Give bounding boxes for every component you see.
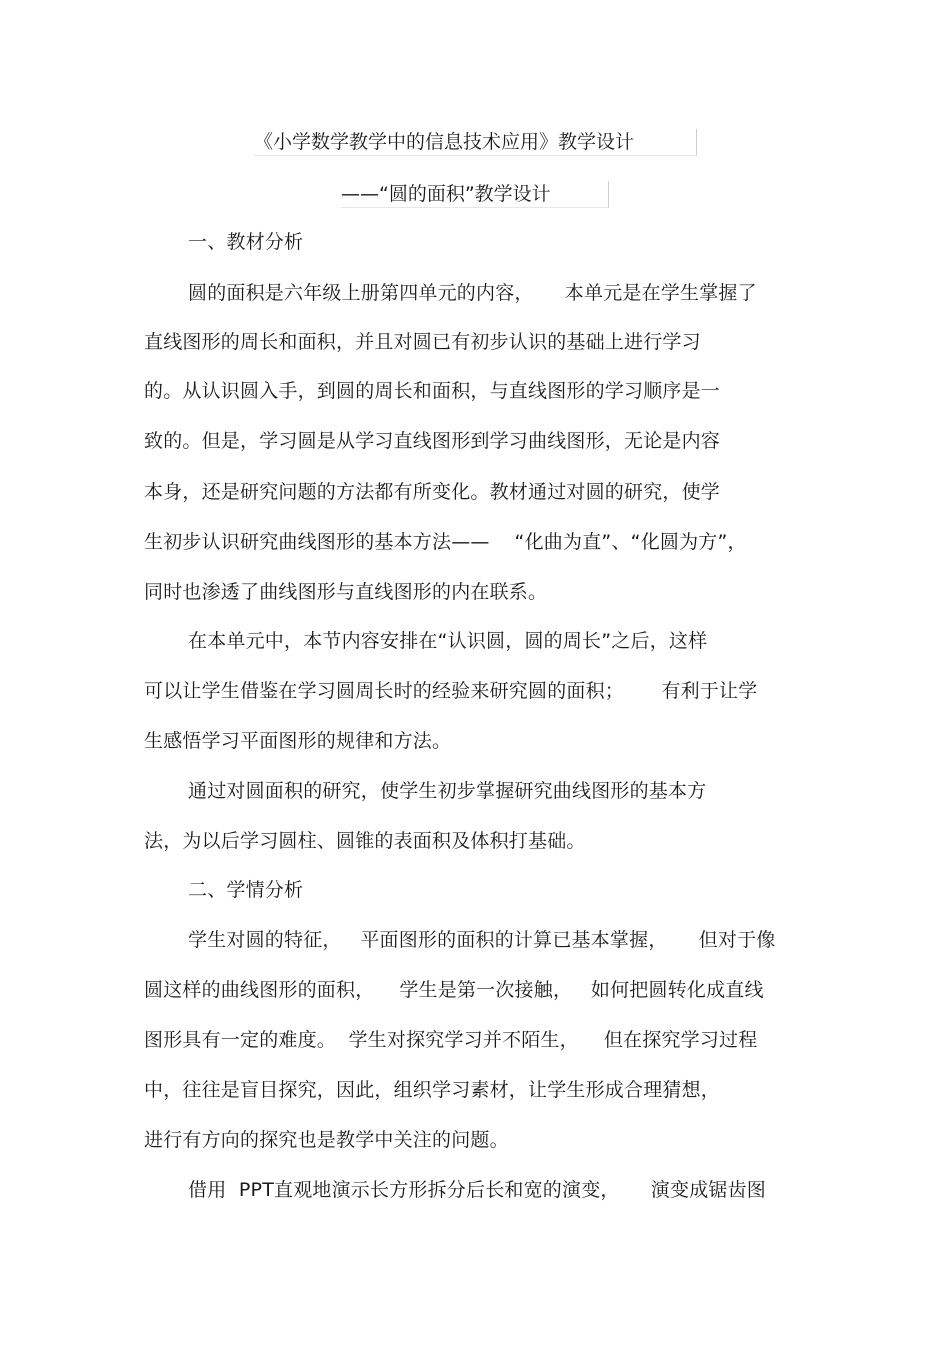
document-title: 《小学数学教学中的信息技术应用》教学设计 <box>254 129 697 156</box>
document-subtitle: ——“圆的面积”教学设计 <box>341 181 609 208</box>
paragraph-line: 生感悟学习平面图形的规律和方法。 <box>144 730 452 752</box>
paragraph-line: 学生对圆的特征， 平面图形的面积的计算已基本掌握， 但对于像 <box>188 929 776 951</box>
paragraph-line: 可以让学生借鉴在学习圆周长时的经验来研究圆的面积； 有利于让学 <box>144 680 758 702</box>
paragraph-line: 法，为以后学习圆柱、圆锥的表面积及体积打基础。 <box>144 830 586 852</box>
paragraph-line: 图形具有一定的难度。 学生对探究学习并不陌生， 但在探究学习过程 <box>144 1029 758 1051</box>
paragraph-line: 通过对圆面积的研究，使学生初步掌握研究曲线图形的基本方 <box>188 780 707 802</box>
section-heading-learner-analysis: 二、学情分析 <box>188 879 304 901</box>
paragraph-line: 同时也渗透了曲线图形与直线图形的内在联系。 <box>144 581 548 603</box>
paragraph-line: 本身，还是研究问题的方法都有所变化。教材通过对圆的研究，使学 <box>144 481 721 503</box>
paragraph-line: 在本单元中，本节内容安排在“认识圆，圆的周长”之后，这样 <box>188 630 708 652</box>
paragraph-line: 的。从认识圆入手，到圆的周长和面积，与直线图形的学习顺序是一 <box>144 380 721 402</box>
paragraph-line: 圆这样的曲线图形的面积， 学生是第一次接触， 如何把圆转化成直线 <box>144 979 764 1001</box>
paragraph-line: 致的。但是，学习圆是从学习直线图形到学习曲线图形，无论是内容 <box>144 430 721 452</box>
paragraph-line: 直线图形的周长和面积，并且对圆已有初步认识的基础上进行学习 <box>144 331 701 353</box>
paragraph-line: 借用 PPT直观地演示长方形拆分后长和宽的演变， 演变成锯齿图 <box>188 1179 766 1201</box>
section-heading-textbook-analysis: 一、教材分析 <box>188 231 304 253</box>
paragraph-line: 中，往往是盲目探究，因此，组织学习素材，让学生形成合理猜想， <box>144 1079 721 1101</box>
paragraph-line: 圆的面积是六年级上册第四单元的内容， 本单元是在学生掌握了 <box>188 282 757 304</box>
paragraph-line: 生初步认识研究曲线图形的基本方法—— “化曲为直”、“化圆为方”， <box>144 531 747 553</box>
paragraph-line: 进行有方向的探究也是教学中关注的问题。 <box>144 1129 509 1151</box>
